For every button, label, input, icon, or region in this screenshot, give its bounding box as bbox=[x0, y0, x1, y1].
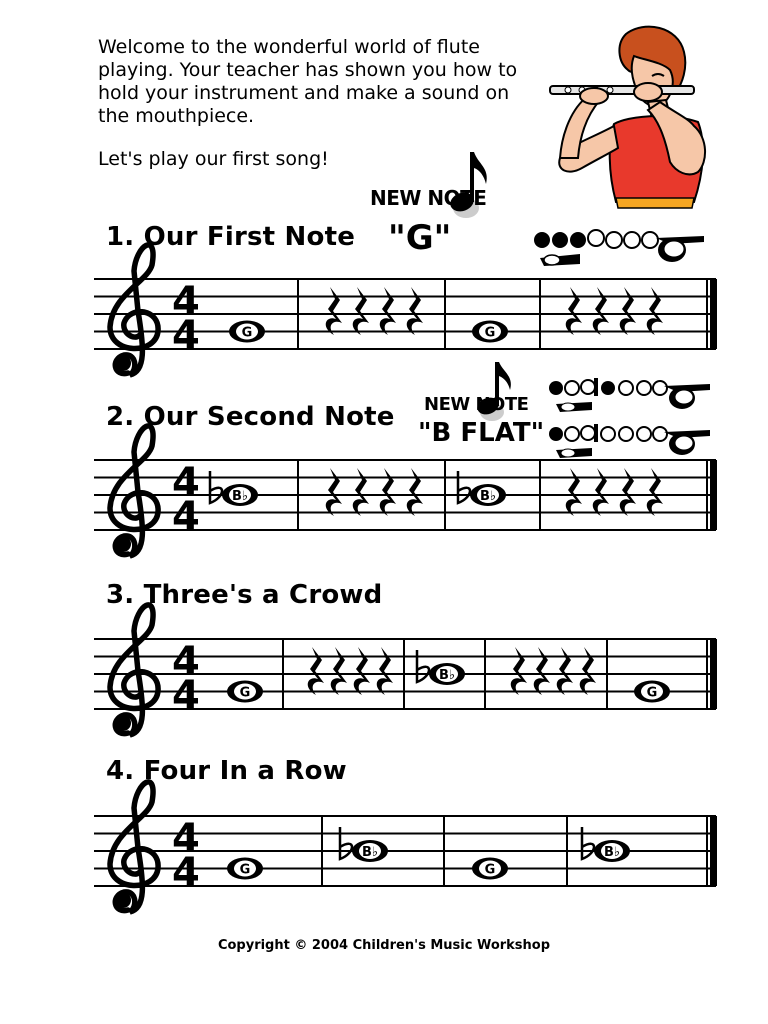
time-signature-bottom: 4 bbox=[172, 673, 200, 719]
new-note-label: NEW NOTE bbox=[424, 394, 529, 415]
flat-sign bbox=[340, 827, 352, 859]
quarter-rest bbox=[593, 468, 609, 516]
quarter-rest bbox=[593, 287, 609, 335]
treble-clef-dot bbox=[115, 355, 131, 371]
flat-sign bbox=[210, 471, 222, 503]
song-title: 4. Four In a Row bbox=[106, 756, 347, 786]
quarter-rest bbox=[377, 647, 393, 695]
quarter-rest bbox=[557, 647, 573, 695]
flat-sign bbox=[417, 650, 429, 682]
quarter-rest bbox=[308, 647, 324, 695]
quarter-rest bbox=[380, 287, 396, 335]
note-letter: B♭ bbox=[361, 845, 379, 860]
quarter-rest bbox=[353, 468, 369, 516]
staff-system-1 bbox=[94, 245, 717, 375]
final-barline-thick bbox=[710, 279, 717, 349]
time-signature-bottom: 4 bbox=[172, 850, 200, 896]
staff-system-2 bbox=[94, 426, 717, 556]
quarter-rest bbox=[620, 287, 636, 335]
quarter-rest bbox=[407, 468, 423, 516]
quarter-rest bbox=[331, 647, 347, 695]
flat-sign bbox=[458, 471, 470, 503]
treble-clef-icon bbox=[110, 426, 158, 556]
note-letter: G bbox=[239, 862, 251, 878]
staff-system-3 bbox=[94, 605, 717, 735]
quarter-rest bbox=[566, 468, 582, 516]
time-signature-top: 4 bbox=[172, 816, 200, 862]
final-barline-thick bbox=[710, 639, 717, 709]
time-signature-top: 4 bbox=[172, 639, 200, 685]
time-signature-top: 4 bbox=[172, 279, 200, 325]
note-letter: B♭ bbox=[603, 845, 621, 860]
intro-paragraph: Welcome to the wonderful world of flute playing. Your teacher has shown you how to hold your instrument and make a sound on the mouthpiece. bbox=[98, 36, 518, 127]
quarter-rest bbox=[647, 468, 663, 516]
intro-call-to-action: Let's play our first song! bbox=[98, 148, 329, 170]
quarter-rest bbox=[511, 647, 527, 695]
quarter-rest bbox=[647, 287, 663, 335]
quarter-rest bbox=[580, 647, 596, 695]
quarter-rest bbox=[353, 287, 369, 335]
treble-clef-icon bbox=[110, 605, 158, 735]
new-note-name: "B FLAT" bbox=[418, 418, 545, 448]
quarter-rest bbox=[354, 647, 370, 695]
treble-clef-dot bbox=[115, 715, 131, 731]
quarter-rest bbox=[326, 468, 342, 516]
note-letter: G bbox=[484, 325, 496, 341]
quarter-rest bbox=[380, 468, 396, 516]
note-letter: B♭ bbox=[438, 668, 456, 683]
treble-clef-dot bbox=[115, 536, 131, 552]
flat-sign bbox=[582, 827, 594, 859]
time-signature-bottom: 4 bbox=[172, 494, 200, 540]
quarter-rest bbox=[534, 647, 550, 695]
time-signature-bottom: 4 bbox=[172, 313, 200, 359]
new-note-label: NEW NOTE bbox=[370, 186, 487, 210]
note-letter: G bbox=[484, 862, 496, 878]
note-letter: G bbox=[239, 685, 251, 701]
quarter-rest bbox=[326, 287, 342, 335]
new-note-name: "G" bbox=[388, 218, 452, 258]
final-barline-thick bbox=[710, 460, 717, 530]
treble-clef-dot bbox=[115, 892, 131, 908]
note-letter: G bbox=[646, 685, 658, 701]
quarter-rest bbox=[566, 287, 582, 335]
song-title: 1. Our First Note bbox=[106, 222, 356, 252]
song-title: 3. Three's a Crowd bbox=[106, 580, 383, 610]
treble-clef-icon bbox=[110, 245, 158, 375]
copyright: Copyright © 2004 Children's Music Workshop bbox=[217, 938, 551, 953]
song-title: 2. Our Second Note bbox=[106, 402, 395, 432]
treble-clef-icon bbox=[110, 782, 158, 912]
quarter-rest bbox=[620, 468, 636, 516]
time-signature-top: 4 bbox=[172, 460, 200, 506]
final-barline-thick bbox=[710, 816, 717, 886]
note-letter: B♭ bbox=[231, 489, 249, 504]
note-letter: G bbox=[241, 325, 253, 341]
quarter-rest bbox=[407, 287, 423, 335]
staff-system-4 bbox=[94, 782, 717, 912]
note-letter: B♭ bbox=[479, 489, 497, 504]
